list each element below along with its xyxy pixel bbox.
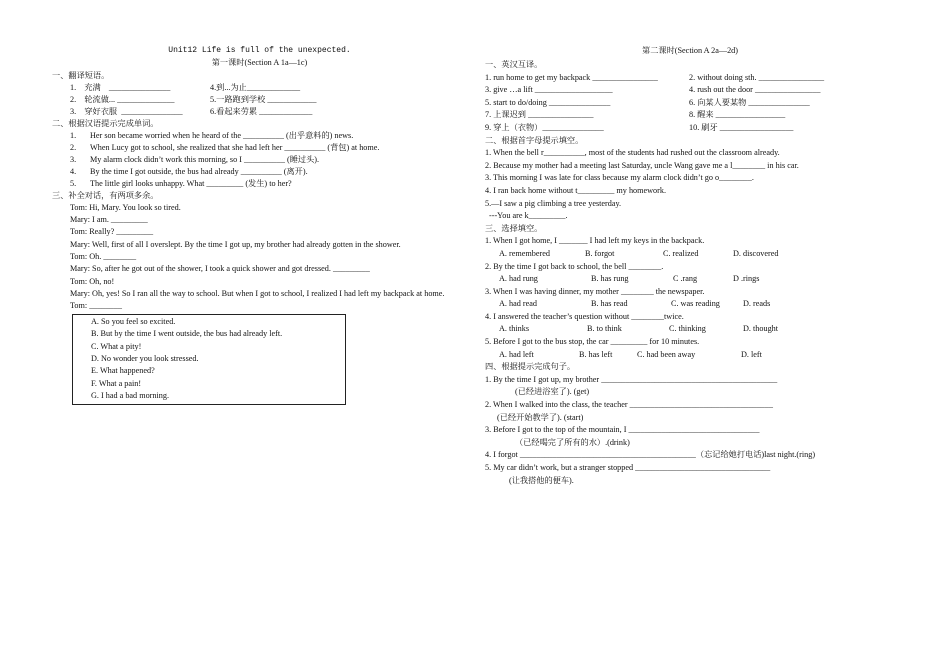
translation-row: 5. start to do/doing _______________ 6. 向某人要某物 _______________ xyxy=(485,97,810,107)
mc-options: A. had left B. has left C. had been away D. left xyxy=(499,349,762,359)
mc-question: 5. Before I got to the bus stop, the car _________ for 10 minutes. xyxy=(485,337,700,347)
exercise-item: 3. This morning I was late for class because my alarm clock didn’t go o________. xyxy=(485,173,754,183)
sentence-hint: (已经开始教学了). (start) xyxy=(497,412,584,422)
dialogue-line: Tom: ________ xyxy=(70,301,122,311)
translation-row: 3. give …a lift ___________________ 4. rush out the door ________________ xyxy=(485,85,821,95)
dialogue-line: Tom: Oh. ________ xyxy=(70,251,137,261)
dialogue-line: Tom: Really? _________ xyxy=(70,227,154,237)
mc-options: A. had read B. has read C. was reading D. reads xyxy=(499,299,771,309)
section-heading: 三、补全对话，有两项多余。 xyxy=(52,190,159,200)
sentence-hint: （已经喝完了所有的水）.(drink) xyxy=(515,437,630,447)
section-heading: 一、翻译短语。 xyxy=(52,70,110,80)
dialogue-line: Mary: So, after he got out of the shower, I took a quick shower and got dressed. _________ xyxy=(70,264,370,274)
section-heading: 二、根据汉语提示完成单词。 xyxy=(52,118,159,128)
mc-question: 2. By the time I got back to school, the bell ________. xyxy=(485,261,664,271)
sentence-hint: (让我搭他的便车). xyxy=(509,475,574,485)
sentence-item: 4. I forgot ___________________________________________（忘记给她打电话)last night.(ring) xyxy=(485,450,816,460)
option-item: B. But by the time I went outside, the bus had already left. xyxy=(91,329,283,339)
phrase-row: 2. 轮流做... ______________ 5.一路跑到学校 ____________ xyxy=(70,94,317,104)
dialogue-line: Tom: Hi, Mary. You look so tired. xyxy=(70,202,181,212)
dialogue-line: Mary: Oh, yes! So I ran all the way to school. But when I got to school, I realized I had left my backpack at home. xyxy=(70,288,445,298)
translation-row: 1. run home to get my backpack ________________ 2. without doing sth. ________________ xyxy=(485,72,825,82)
phrase-row: 3. 穿好衣服 _______________ 6.看起来劳累 _____________ xyxy=(70,106,313,116)
exercise-item: 5. The little girl looks unhappy. What _________ (发生) to her? xyxy=(70,178,292,188)
sentence-hint: (已经进浴室了). (get) xyxy=(515,387,590,397)
options-box xyxy=(72,314,346,405)
exercise-item: 3. My alarm clock didn’t work this morning, so I __________ (睡过头). xyxy=(70,154,320,164)
sentence-item: 2. When I walked into the class, the teacher ___________________________________ xyxy=(485,400,773,410)
exercise-item: 2. Because my mother had a meeting last Saturday, uncle Wang gave me a l________ in his car. xyxy=(485,160,799,170)
sentence-item: 3. Before I got to the top of the mountain, I ________________________________ xyxy=(485,425,760,435)
dialogue-line: Tom: Oh, no! xyxy=(70,276,115,286)
left-column xyxy=(52,46,467,405)
lesson-title-1: 第一课时(Section A 1a—1c) xyxy=(211,57,308,67)
mc-question: 4. I answered the teacher’s question without ________twice. xyxy=(485,311,684,321)
option-item: G. I had a bad morning. xyxy=(91,390,169,400)
mc-options: A. thinks B. to think C. thinking D. thought xyxy=(499,324,779,334)
lesson-title-2: 第二课时(Section A 2a—2d) xyxy=(642,46,738,55)
sentence-item: 1. By the time I got up, my brother ___________________________________________ xyxy=(485,374,778,384)
dialogue-line: Mary: I am. _________ xyxy=(70,215,148,225)
unit-title: Unit12 Life is full of the unexpected. xyxy=(168,46,351,55)
exercise-item: 2. When Lucy got to school, she realized that she had left her __________ (背包) at home. xyxy=(70,142,380,152)
exercise-item: 1. When the bell r__________, most of the students had rushed out the classroom already. xyxy=(485,148,780,158)
section-heading: 一、英汉互译。 xyxy=(485,60,543,69)
mc-options: A. had rung B. has rung C .rang D .rings xyxy=(499,274,760,284)
phrase-row: 1. 充满 _______________ 4.到...为止_____________ xyxy=(70,82,301,92)
option-item: D. No wonder you look stressed. xyxy=(91,354,199,364)
exercise-item: 4. By the time I got outside, the bus had already __________ (离开). xyxy=(70,166,308,176)
option-item: E. What happened? xyxy=(91,366,155,376)
mc-question: 1. When I got home, I _______ I had left my keys in the backpack. xyxy=(485,236,705,246)
sentence-item: 5. My car didn’t work, but a stranger stopped _________________________________ xyxy=(485,463,771,472)
section-heading: 二、根据首字母提示填空。 xyxy=(485,135,584,145)
exercise-item: ---You are k_________. xyxy=(489,211,568,221)
section-heading: 三、选择填空。 xyxy=(485,223,543,233)
exercise-item: 5.—I saw a pig climbing a tree yesterday. xyxy=(485,198,622,208)
option-item: A. So you feel so excited. xyxy=(91,317,176,327)
option-item: F. What a pain! xyxy=(91,378,142,388)
mc-options: A. remembered B. forgot C. realized D. discovered xyxy=(499,248,779,258)
dialogue-line: Mary: Well, first of all I overslept. By the time I got up, my brother had already gotten in the shower. xyxy=(70,239,401,249)
mc-question: 3. When I was having dinner, my mother ________ the newspaper. xyxy=(485,286,705,296)
right-column xyxy=(485,46,895,488)
option-item: C. What a pity! xyxy=(91,341,142,351)
exercise-item: 4. I ran back home without t_________ my homework. xyxy=(485,185,667,195)
section-heading: 四、根据提示完成句子。 xyxy=(485,362,576,372)
translation-row: 9. 穿上（衣物）_______________ 10. 刷牙 __________________ xyxy=(485,122,794,132)
translation-row: 7. 上课迟到 ________________ 8. 醒来 _________________ xyxy=(485,110,786,120)
exercise-item: 1. Her son became worried when he heard of the __________ (出乎意料的) news. xyxy=(70,130,354,140)
